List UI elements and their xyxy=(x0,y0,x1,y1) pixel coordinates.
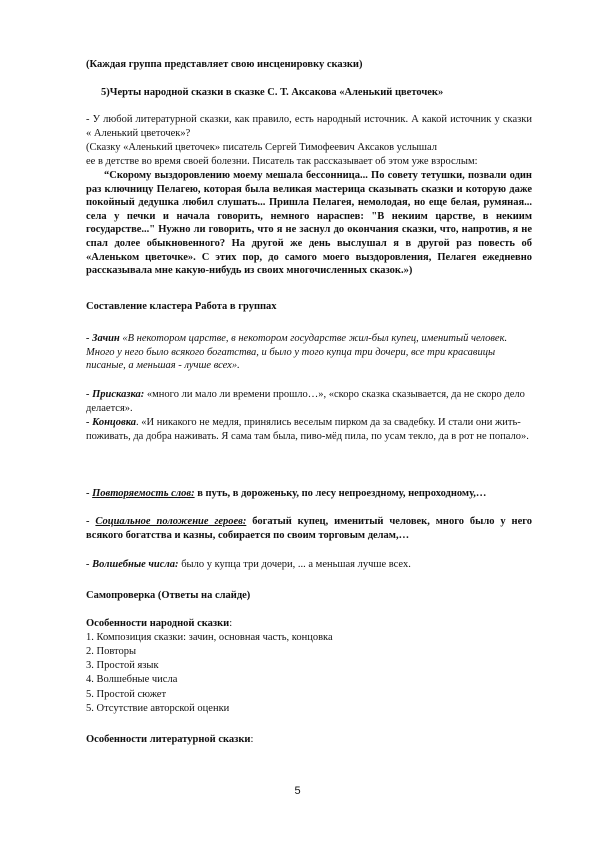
folk-feature-item: 5. Простой сюжет xyxy=(86,689,167,700)
repeat-dash: - xyxy=(86,488,93,499)
folk-feature-item: 4. Волшебные числа xyxy=(86,674,178,685)
magic-label: - Волшебные числа: xyxy=(86,559,179,570)
folk-feature-item: 1. Композиция сказки: зачин, основная часть, концовка xyxy=(86,632,333,643)
kontsovka-label: - Концовка xyxy=(86,417,137,428)
social-dash: - xyxy=(86,516,96,527)
zachin-text: «В некотором царстве, в некотором государстве жил-был купец, именитый человек. Много у него было всякого богатства, и было у того купца три дочери, все три красавицы писаные, а меньшая - лучше всех». xyxy=(86,333,508,372)
folk-features-title: Особенности народной сказки xyxy=(86,618,230,629)
social-label: Социальное положение героев: xyxy=(95,516,247,527)
folk-features-colon: : xyxy=(229,618,233,629)
social-text: богатый купец, именитый человек, много было у него всякого богатства и казны, собирается по своим торговым делам,… xyxy=(86,516,532,541)
zachin-paragraph xyxy=(86,332,532,373)
folk-feature-item: 2. Повторы xyxy=(86,646,137,657)
kontsovka-text: . «И никакого не медля, принялись веселым пирком да за свадебку. И стали они жить-поживать, да добра наживать. Я сама там была, пиво-мёд пила, по усам текло, да в рот не попало». xyxy=(86,417,529,442)
literary-features-title-line xyxy=(86,733,532,747)
section-5-title: 5)Черты народной сказки в сказке С. Т. Аксакова «Аленький цветочек» xyxy=(101,87,444,98)
folk-feature-item: 3. Простой язык xyxy=(86,660,159,671)
folk-feature-item: 5. Отсутствие авторской оценки xyxy=(86,703,230,714)
repeat-label: Повторяемость слов: xyxy=(92,488,195,499)
cluster-title: Составление кластера Работа в группах xyxy=(86,301,277,312)
priskazka-label: - Присказка: xyxy=(86,389,145,400)
group-note: (Каждая группа представляет свою инсценировку сказки) xyxy=(86,59,363,70)
magic-text: было у купца три дочери, ... а меньшая лучше всех. xyxy=(178,559,411,570)
answer-intro-line1: (Сказку «Аленький цветочек» писатель Сергей Тимофеевич Аксаков услышал xyxy=(86,142,437,153)
repeat-text: в путь, в дороженьку, по лесу непроездному, непроходному,… xyxy=(194,488,487,499)
kontsovka-paragraph xyxy=(86,416,532,443)
answer-intro-line2: ее в детстве во время своей болезни. Писатель так рассказывает об этом уже взрослым: xyxy=(86,156,478,167)
priskazka-text: «много ли мало ли времени прошло…», «скоро сказка сказывается, да не скоро дело делается». xyxy=(86,389,525,414)
social-paragraph xyxy=(86,515,532,542)
aksakov-quote: “Скорому выздоровлению моему мешала бессонница... По совету тетушки, позвали один раз ключницу Пелагею, которая была великая мастерица сказывать сказки и которую даже покойный дедушка любил слушать... Пришла Пелагея, немолодая, но еще белая, румяная... села у печки и начала говорить, немного нараспев: "В некиим царстве, в некиим государстве..." Нужно ли говорить, что я не заснул до окончания сказки, что, напротив, я не спал долее обыкновенного? На другой же день выслушал я в другой раз повесть об «Аленьком цветочке». С этих пор, до самого моего выздоровления, Пелагея ежедневно рассказывала мне какую-нибудь из своих многочисленных сказок.») xyxy=(86,170,532,277)
literary-features-title: Особенности литературной сказки xyxy=(86,734,251,745)
literary-features-colon: : xyxy=(250,734,254,745)
selfcheck-title: Самопроверка (Ответы на слайде) xyxy=(86,590,251,601)
zachin-label: - Зачин xyxy=(86,333,120,344)
magic-paragraph xyxy=(86,558,532,572)
repeat-paragraph xyxy=(86,487,532,501)
priskazka-paragraph xyxy=(86,388,532,415)
folk-features-title-line xyxy=(86,617,532,631)
page-number: 5 xyxy=(294,785,301,797)
question-source: - У любой литературной сказки, как правило, есть народный источник. А какой источник у сказки « Аленький цветочек»? xyxy=(86,114,532,139)
